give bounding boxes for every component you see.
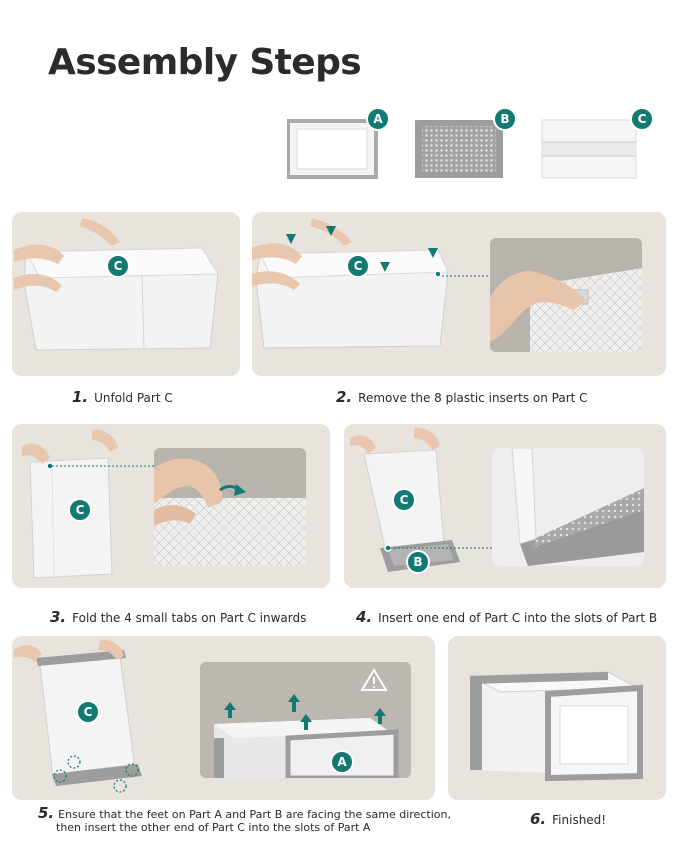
- part-b-badge: B: [493, 107, 517, 131]
- step-4-panel: [344, 424, 666, 588]
- step-5-text-line2: then insert the other end of Part C into the slots of Part A: [56, 821, 371, 834]
- step-5-text-line1: Ensure that the feet on Part A and Part B are facing the same direction,: [58, 808, 451, 821]
- step-2-text: Remove the 8 plastic inserts on Part C: [358, 391, 588, 405]
- step-2-illustration: [252, 212, 492, 376]
- step-4-text: Insert one end of Part C into the slots of Part B: [378, 611, 658, 625]
- step-1-panel: [12, 212, 240, 376]
- part-c-image: [540, 118, 640, 182]
- step-6-panel: [448, 636, 666, 800]
- step-3-badge-c: C: [68, 498, 92, 522]
- part-c-badge: C: [630, 107, 654, 131]
- step-6-illustration: [448, 636, 666, 800]
- step-5-badge-c: C: [76, 700, 100, 724]
- step-1-illustration: [12, 212, 240, 376]
- step-2-caption: [336, 388, 588, 406]
- step-2-panel: [252, 212, 666, 376]
- step-4-badge-c: C: [392, 488, 416, 512]
- part-b-image: [414, 118, 506, 180]
- part-a-badge: A: [366, 107, 390, 131]
- step-4-detail-inset: [492, 448, 644, 566]
- step-4-number: 4.: [356, 608, 373, 626]
- step-5-badge-a: A: [330, 750, 354, 774]
- step-1-number: 1.: [72, 388, 89, 406]
- step-2-badge-c: C: [346, 254, 370, 278]
- step-4-caption: [356, 608, 657, 626]
- step-6-text: Finished!: [552, 813, 607, 827]
- step-1-text: Unfold Part C: [94, 391, 173, 405]
- step-5-number: 5.: [38, 804, 55, 822]
- step-2-number: 2.: [336, 388, 353, 406]
- page-title: Assembly Steps: [48, 42, 362, 83]
- step-3-text: Fold the 4 small tabs on Part C inwards: [72, 611, 307, 625]
- step-1-caption: [72, 388, 173, 406]
- step-4-badge-b: B: [406, 550, 430, 574]
- step-5-panel: [12, 636, 435, 800]
- step-6-number: 6.: [530, 810, 547, 828]
- step-6-caption: [530, 810, 606, 828]
- step-3-connector: [52, 464, 156, 468]
- step-2-detail-inset: [490, 238, 642, 352]
- step-5-detail-inset: [200, 662, 411, 778]
- step-3-panel: [12, 424, 330, 588]
- step-1-badge-c: C: [106, 254, 130, 278]
- step-3-number: 3.: [50, 608, 67, 626]
- step-3-caption: [50, 608, 306, 626]
- step-4-connector: [390, 546, 496, 550]
- step-3-detail-inset: [154, 448, 306, 566]
- step-5-caption-line2: [56, 821, 370, 835]
- part-a-image: [287, 118, 379, 180]
- step-5-caption: [38, 806, 451, 822]
